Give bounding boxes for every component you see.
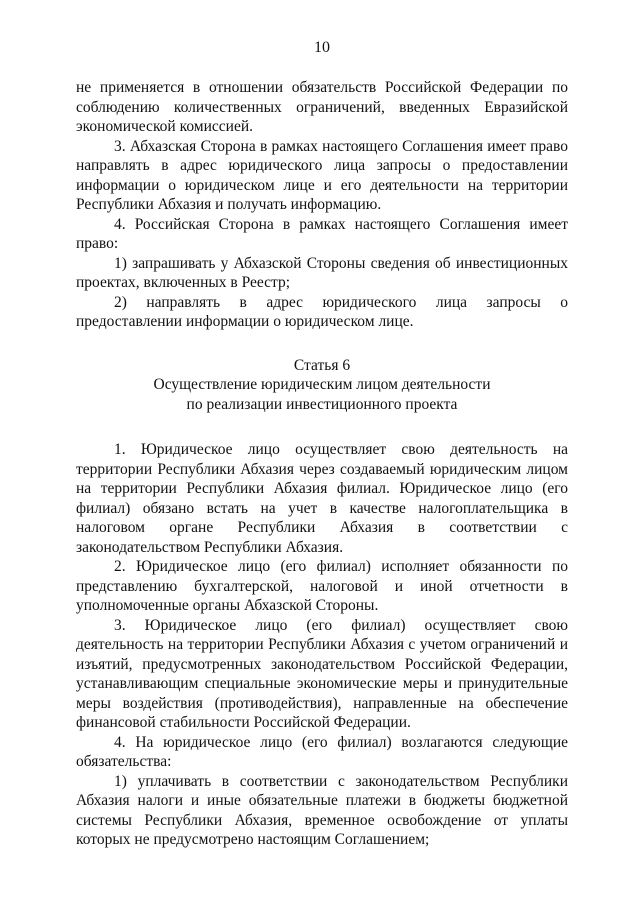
paragraph-continuation: не применяется в отношении обязательств Российской Федерации по соблюдению количественных ограничений, введенных Евразийской экономической комиссией.	[76, 79, 568, 135]
paragraph-russian-side-rights: 4. Российская Сторона в рамках настоящего Соглашения имеет право:	[76, 215, 568, 252]
article-title-line-1: Осуществление юридическим лицом деятельности	[153, 376, 491, 393]
article-paragraph-4-item-1: 1) уплачивать в соответствии с законодательством Республики Абхазия налоги и иные обязательные платежи в бюджеты бюджетной системы Республики Абхазия, временное освобождение от уплаты которых не предусмотрено настоящим Соглашением;	[76, 772, 568, 848]
article-heading	[76, 356, 568, 415]
paragraph-right-item-1: 1) запрашивать у Абхазской Стороны сведения об инвестиционных проектах, включенных в Реестр;	[76, 254, 568, 291]
article-paragraph-4: 4. На юридическое лицо (его филиал) возлагаются следующие обязательства:	[76, 733, 568, 770]
paragraph-abkhaz-side-rights: 3. Абхазская Сторона в рамках настоящего Соглашения имеет право направлять в адрес юридического лица запросы о предоставлении информации о юридическом лице и его деятельности на территории Республики Абхазия и получать информацию.	[76, 137, 568, 213]
page-number: 10	[314, 39, 330, 56]
paragraph-right-item-2: 2) направлять в адрес юридического лица запросы о предоставлении информации о юридическом лице.	[76, 293, 568, 330]
document-page	[76, 38, 568, 850]
article-paragraph-3: 3. Юридическое лицо (его филиал) осуществляет свою деятельность на территории Республики Абхазия с учетом ограничений и изъятий, предусмотренных законодательством Российской Федерации, устанавливающим специальные экономические меры и принудительные меры воздействия (противодействия), направленные на обеспечение финансовой стабильности Российской Федерации.	[76, 616, 568, 731]
article-number: Статья 6	[293, 356, 351, 374]
article-paragraph-1: 1. Юридическое лицо осуществляет свою деятельность на территории Республики Абхазия через создаваемый юридическим лицом на территории Республики Абхазия филиал. Юридическое лицо (его филиал) обязано встать на учет в качестве налогоплательщика в налоговом органе Республики Абхазия в соответствии с законодательством Республики Абхазия.	[76, 441, 568, 556]
article-title-line-2: по реализации инвестиционного проекта	[186, 395, 458, 413]
article-paragraph-2: 2. Юридическое лицо (его филиал) исполняет обязанности по представлению бухгалтерской, налоговой и иной отчетности в уполномоченные органы Абхазской Стороны.	[76, 558, 568, 614]
